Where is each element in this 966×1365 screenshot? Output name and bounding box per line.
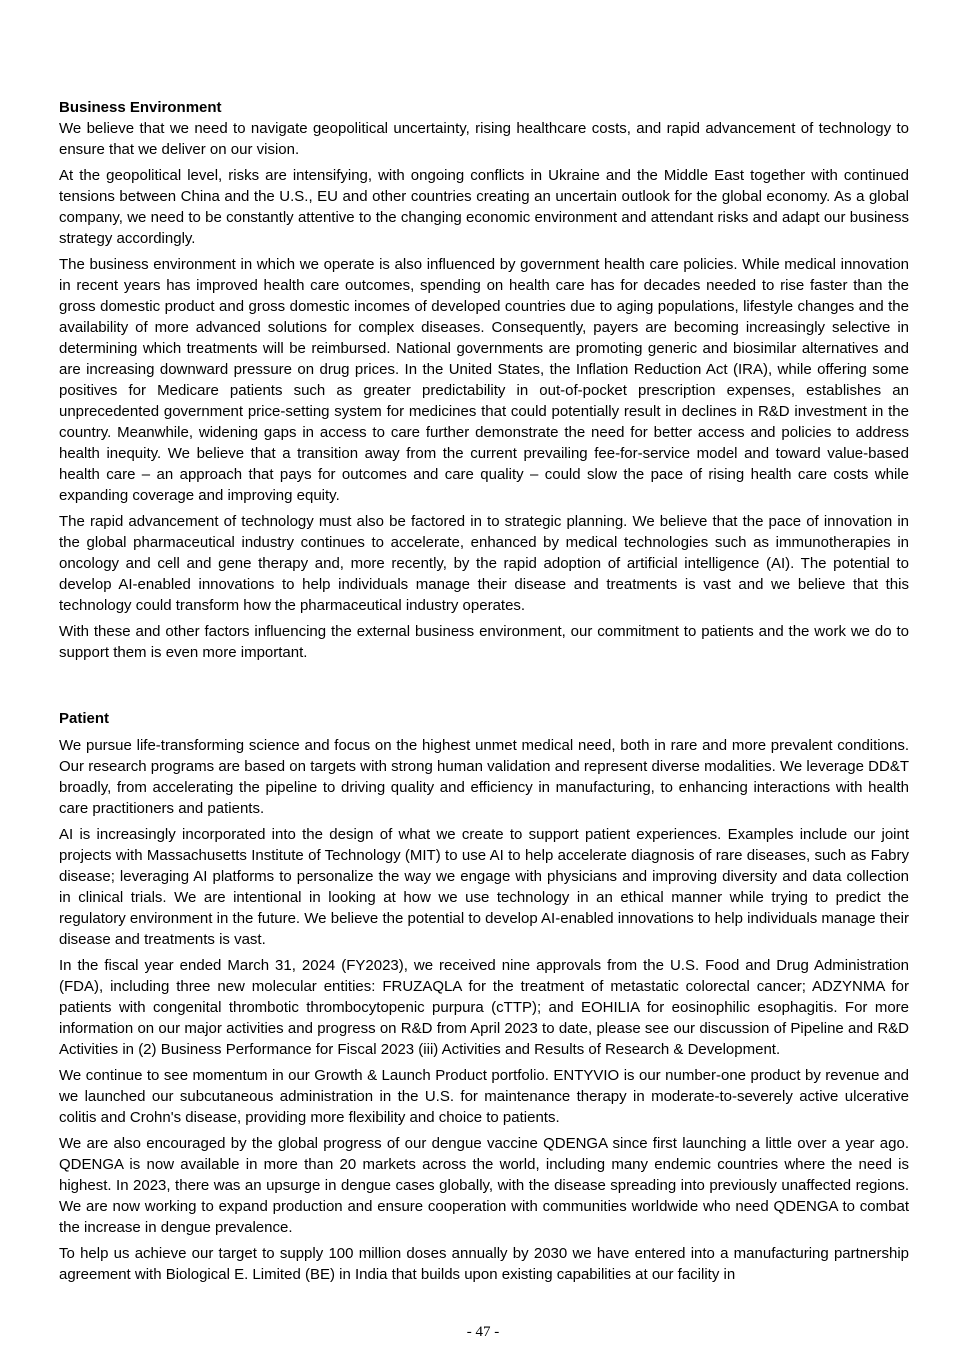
document-page <box>59 97 909 1290</box>
paragraph: At the geopolitical level, risks are intensifying, with ongoing conflicts in Ukraine and the Middle East together with continued tensions between China and the U.S., EU and other countries creating an uncertain outlook for the global economy. As a global company, we need to be constantly attentive to the changing economic environment and attendant risks and adapt our business strategy accordingly. <box>59 167 909 247</box>
paragraph: AI is increasingly incorporated into the design of what we create to support patient experiences. Examples include our joint projects with Massachusetts Institute of Technology (MIT) to use AI to help accelerate diagnosis of rare diseases, such as Fabry disease; leveraging AI platforms to personalize the way we engage with physicians and improving diversity and data collection in clinical trials. We are intentional in looking at how we use technology in an ethical manner while trying to predict the regulatory environment in the future. We believe the potential to develop AI-enabled innovations to help individuals manage their disease and treatments is vast. <box>59 826 909 948</box>
paragraph: We are also encouraged by the global progress of our dengue vaccine QDENGA since first launching a little over a year ago. QDENGA is now available in more than 20 markets across the world, including many endemic countries where the need is highest. In 2023, there was an upsurge in dengue cases globally, with the disease spreading into previously unaffected regions. We are now working to expand production and ensure cooperation with communities worldwide who need QDENGA to combat the increase in dengue prevalence. <box>59 1135 909 1236</box>
paragraph: With these and other factors influencing the external business environment, our commitment to patients and the work we do to support them is even more important. <box>59 623 909 661</box>
paragraph: The rapid advancement of technology must also be factored in to strategic planning. We believe that the pace of innovation in the global pharmaceutical industry continues to accelerate, enhanced by medical technologies such as immunotherapies in oncology and cell and gene therapy and, more recently, by the rapid adoption of artificial intelligence (AI). The potential to develop AI-enabled innovations to help individuals manage their disease and treatments is vast and we believe that this technology could transform how the pharmaceutical industry operates. <box>59 513 909 614</box>
paragraph: The business environment in which we operate is also influenced by government health care policies. While medical innovation in recent years has improved health care outcomes, spending on health care has for decades needed to rise faster than the gross domestic product and gross domestic incomes of developed countries due to aging populations, lifestyle changes and the availability of more advanced solutions for complex diseases. Consequently, payers are becoming increasingly selective in determining which treatments will be reimbursed. National governments are promoting generic and biosimilar alternatives and are increasing downward pressure on drug prices. In the United States, the Inflation Reduction Act (IRA), while offering some positives for Medicare patients such as greater predictability in out-of-pocket prescription expenses, establishes an unprecedented government price-setting system for medicines that could potentially result in declines in R&D investment in the country. Meanwhile, widening gaps in access to care further demonstrate the need for better access and policies to address health inequity. We believe that a transition away from the current prevailing fee-for-service model and toward value-based health care – an approach that pays for outcomes and care quality – could slow the pace of rising health care costs while expanding coverage and improving equity. <box>59 256 909 504</box>
paragraph: In the fiscal year ended March 31, 2024 (FY2023), we received nine approvals from the U.S. Food and Drug Administration (FDA), including three new molecular entities: FRUZAQLA for the treatment of metastatic colorectal cancer; ADZYNMA for patients with congenital thrombotic thrombocytopenic purpura (cTTP); and EOHILIA for eosinophilic esophagitis. For more information on our major activities and progress on R&D from April 2023 to date, please see our discussion of Pipeline and R&D Activities in (2) Business Performance for Fiscal 2023 (iii) Activities and Results of Research & Development. <box>59 957 909 1058</box>
paragraph: To help us achieve our target to supply 100 million doses annually by 2030 we have entered into a manufacturing partnership agreement with Biological E. Limited (BE) in India that builds upon existing capabilities at our facility in <box>59 1245 909 1283</box>
page-number: - 47 - <box>466 1324 500 1340</box>
paragraph: We continue to see momentum in our Growth & Launch Product portfolio. ENTYVIO is our number-one product by revenue and we launched our subcutaneous administration in the U.S. for maintenance therapy in moderate-to-severely active ulcerative colitis and Crohn's disease, providing more flexibility and choice to patients. <box>59 1067 909 1126</box>
paragraph: We pursue life-transforming science and focus on the highest unmet medical need, both in rare and more prevalent conditions. Our research programs are based on targets with strong human validation and represent diverse modalities. We leverage DD&T broadly, from accelerating the pipeline to driving quality and efficiency in manufacturing, to enhancing interactions with health care practitioners and patients. <box>59 737 909 817</box>
section-heading: Business Environment <box>59 99 222 116</box>
paragraph: We believe that we need to navigate geopolitical uncertainty, rising healthcare costs, and rapid advancement of technology to ensure that we deliver on our vision. <box>59 120 909 158</box>
section-business-environment <box>59 97 909 663</box>
section-spacer <box>59 668 909 708</box>
section-heading: Patient <box>59 710 110 727</box>
section-patient <box>59 708 909 1285</box>
